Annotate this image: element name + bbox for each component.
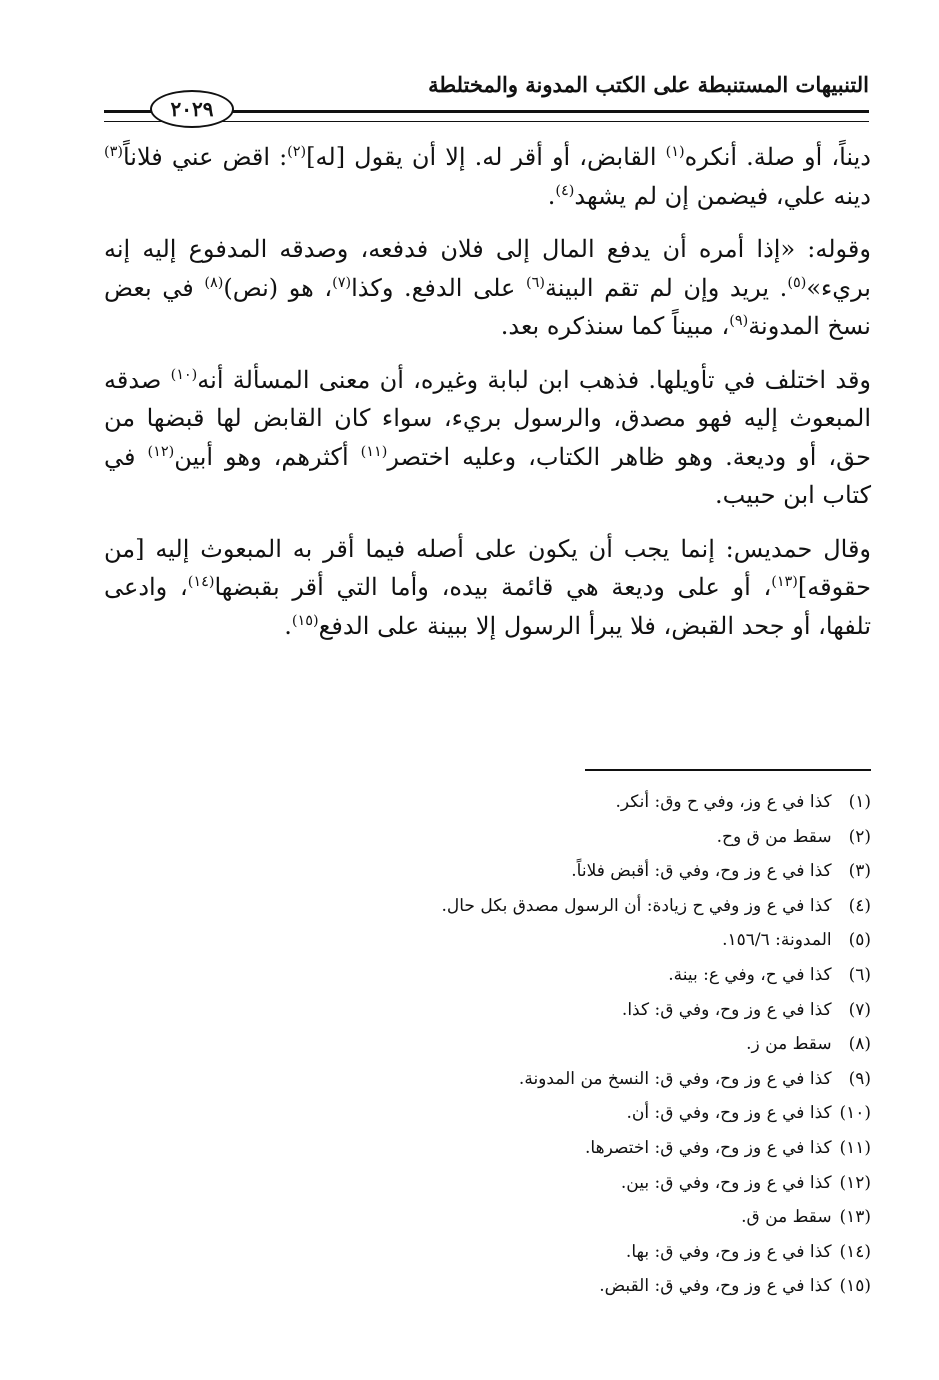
footnote-separator <box>585 769 871 771</box>
footnote-text: سقط من ق وح. <box>716 826 832 847</box>
running-title: التنبيهات المستنبطة على الكتب المدونة والمختلطة <box>428 72 869 97</box>
footnote-7 <box>104 993 871 1028</box>
footnote-text: كذا في ع وز وح، وفي ق: أن. <box>626 1103 832 1124</box>
text-run: ، وادعى تلفها، أو جحد القبض، فلا يبرأ الرسول إلا ببينة على الدفع <box>104 573 871 640</box>
footnote-text: كذا في ع وز وح، وفي ق: كذا. <box>621 999 832 1020</box>
footnote-number: (١) <box>848 792 871 812</box>
footnote-15 <box>104 1269 871 1304</box>
text-run: : اقض عني فلاناً <box>122 143 288 171</box>
footnote-12 <box>104 1166 871 1201</box>
footnote-ref: (٨) <box>204 274 224 291</box>
footnote-text: كذا في ع وز وح، وفي ق: أقبض فلاناً. <box>571 861 832 882</box>
text-run: في بعض نسخ المدونة <box>104 273 871 340</box>
footnote-number: (٧) <box>848 999 871 1020</box>
footnote-number: (٦) <box>848 964 871 985</box>
text-run: ديناً، أو صلة. أنكره <box>684 143 871 171</box>
footnotes-list <box>104 785 871 1304</box>
footnote-number: (١٢) <box>839 1172 871 1193</box>
footnote-text: كذا في ع وز وح، وفي ق: اختصرها. <box>585 1137 832 1158</box>
text-run: ، هو (نص) <box>223 273 333 302</box>
text-run: ، مبيناً كما سنذكره بعد. <box>500 312 730 340</box>
footnote-ref: (٢) <box>287 144 307 160</box>
footnote-number: (١٣) <box>839 1207 871 1228</box>
footnote-text: سقط من ز. <box>746 1034 832 1055</box>
footnote-text: المدونة: ١٥٦/٦. <box>722 930 832 951</box>
footnote-ref: (١٣) <box>771 574 798 590</box>
footnote-11 <box>104 1131 871 1166</box>
text-run: القابض، أو أقر له. إلا أن يقول [له] <box>306 143 666 171</box>
footnote-text: كذا في ح، وفي ع: بينة. <box>668 964 832 985</box>
text-run: وقد اختلف في تأويلها. فذهب ابن لبابة وغيره، أن معنى المسألة أنه <box>197 365 871 394</box>
footnote-5 <box>104 923 871 958</box>
footnote-number: (٢) <box>848 826 871 847</box>
footnote-ref: (١٥) <box>291 612 319 629</box>
footnote-number: (٩) <box>848 1068 871 1089</box>
text-run: ، أو على وديعة هي قائمة بيده، وأما التي أقر بقبضها <box>214 573 772 601</box>
footnote-number: (٤) <box>848 895 871 916</box>
text-run: أكثرهم، وهو أبين <box>174 442 361 471</box>
text-run: وقال حمديس: إنما يجب أن يكون على أصله فيما أقر به المبعوث إليه [من حقوقه] <box>104 534 871 601</box>
footnote-4 <box>104 889 871 924</box>
footnote-ref: (٣) <box>104 144 123 160</box>
main-text <box>104 138 871 660</box>
text-run: . <box>547 181 556 210</box>
footnote-text: كذا في ع وز وح، وفي ق: بين. <box>620 1172 832 1193</box>
footnote-text: كذا في ع وز وفي ح زيادة: أن الرسول مصدق بكل حال. <box>441 895 832 916</box>
footnote-ref: (١١) <box>360 443 388 460</box>
footnote-ref: (١) <box>665 144 685 160</box>
footnote-number: (١٥) <box>839 1276 871 1297</box>
footnote-text: كذا في ع وز، وفي ح وق: أنكر. <box>615 792 832 812</box>
footnote-13 <box>104 1200 871 1235</box>
footnote-number: (١١) <box>839 1137 871 1158</box>
footnote-10 <box>104 1096 871 1131</box>
footnote-3 <box>104 854 871 889</box>
footnote-ref: (١٢) <box>147 443 175 460</box>
paragraph-1 <box>104 138 871 215</box>
footnote-9 <box>104 1062 871 1097</box>
page-number: ٢٠٢٩ <box>150 90 234 128</box>
footnote-ref: (٧) <box>332 274 352 291</box>
footnote-number: (١٤) <box>839 1241 871 1262</box>
footnote-text: كذا في ع وز وح، وفي ق: النسخ من المدونة. <box>518 1068 832 1089</box>
paragraph-4 <box>104 530 871 646</box>
footnote-text: كذا في ع وز وح، وفي ق: بها. <box>625 1241 832 1262</box>
footnote-1 <box>104 785 871 820</box>
paragraph-2 <box>104 230 871 346</box>
text-run: صدقه المبعوث إليه فهو مصدق، والرسول بريء، سواء كان القابض لها قبضها من حق، أو وديعة. وهو ظاهر الكتاب، وعليه اختصر <box>104 365 872 471</box>
footnote-8 <box>104 1027 871 1062</box>
footnote-number: (٨) <box>848 1034 871 1055</box>
text-run: . <box>284 611 292 640</box>
footnote-2 <box>104 820 871 855</box>
text-run: وقوله: «إذا أمره أن يدفع المال إلى فلان فدفعه، وصدقه المدفوع إليه إنه بريء» <box>104 235 871 302</box>
footnote-text: كذا في ع وز وح، وفي ق: القبض. <box>599 1276 832 1297</box>
text-run: دينه علي، فيضمن إن لم يشهد <box>574 181 871 210</box>
text-run: في كتاب ابن حبيب. <box>104 442 871 509</box>
footnote-number: (٣) <box>848 861 871 882</box>
footnote-ref: (٩) <box>729 313 749 329</box>
footnote-number: (٥) <box>848 930 871 951</box>
footnote-ref: (١٤) <box>187 574 215 590</box>
footnote-14 <box>104 1235 871 1270</box>
text-run: . يريد وإن لم تقم البينة <box>544 273 788 302</box>
footnote-ref: (٥) <box>787 274 807 291</box>
footnote-ref: (٦) <box>525 274 545 291</box>
footnote-text: سقط من ق. <box>741 1207 832 1228</box>
text-run: على الدفع. وكذا <box>351 273 526 302</box>
footnote-number: (١٠) <box>839 1103 871 1124</box>
paragraph-3 <box>104 361 871 515</box>
footnote-6 <box>104 958 871 993</box>
footnote-ref: (١٠) <box>170 366 198 383</box>
footnote-ref: (٤) <box>555 182 575 199</box>
